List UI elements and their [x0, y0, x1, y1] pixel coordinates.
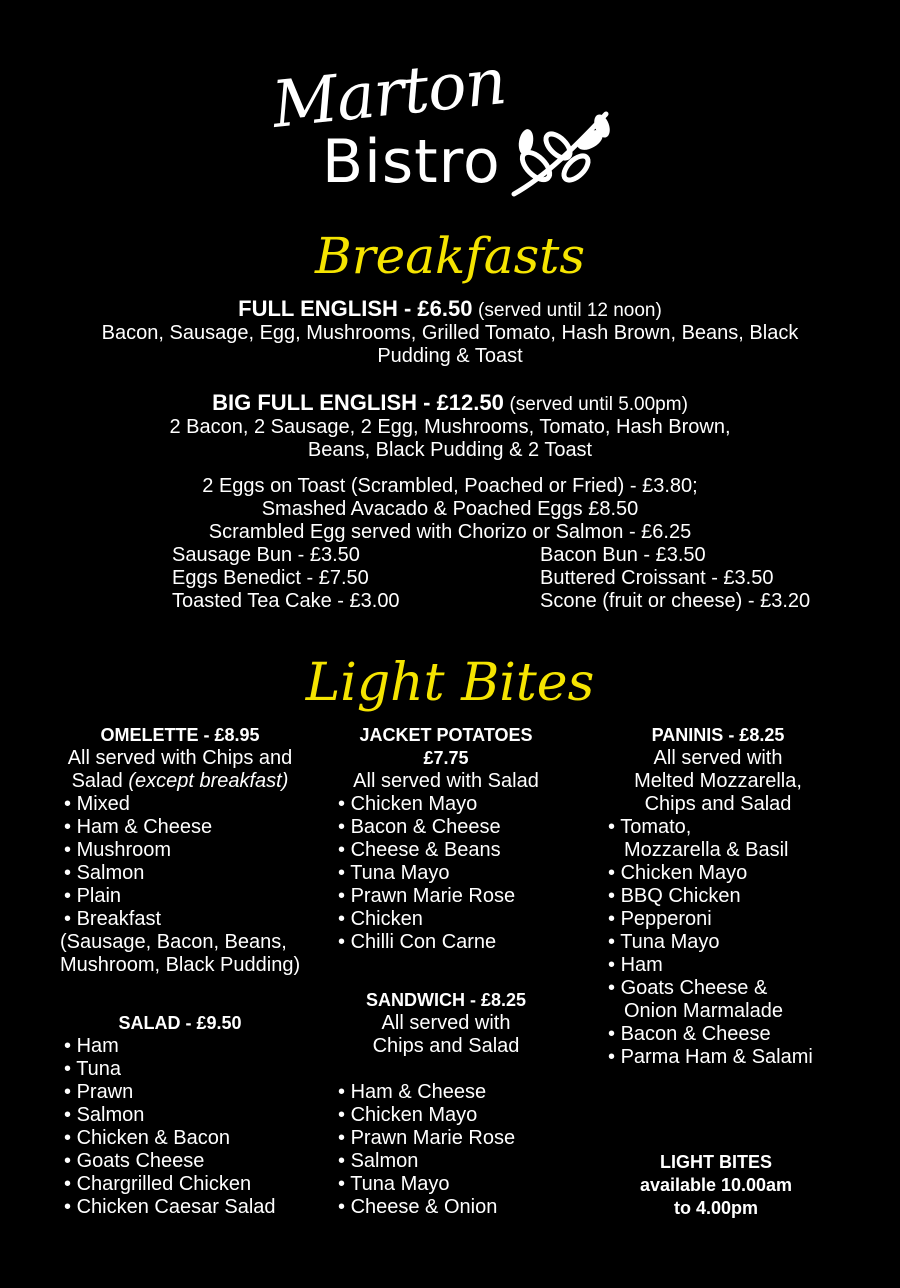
list-item: • Prawn Marie Rose: [338, 885, 556, 908]
list-item: • Chicken Caesar Salad: [64, 1196, 300, 1219]
big-full-english-name: BIG FULL ENGLISH - £12.50: [212, 390, 504, 415]
jacket-sub: All served with Salad: [353, 770, 539, 792]
list-item: • Bacon & Cheese: [338, 816, 556, 839]
leaf-sprig-icon: [506, 106, 618, 202]
list-item: • Chicken Mayo: [608, 862, 828, 885]
breakfast-item: Scone (fruit or cheese) - £3.20: [540, 590, 811, 612]
list-item: • Ham & Cheese: [338, 1081, 556, 1104]
extra-item: Smashed Avacado & Poached Eggs £8.50: [261, 498, 639, 520]
big-full-english-desc-2: Beans, Black Pudding & 2 Toast: [307, 439, 593, 461]
breakfast-item: Buttered Croissant - £3.50: [540, 567, 774, 589]
big-full-english-block: [40, 391, 860, 462]
full-english-desc-1: Bacon, Sausage, Egg, Mushrooms, Grilled Tomato, Hash Brown, Beans, Black: [101, 322, 799, 344]
omelette-sub-2: [60, 770, 300, 793]
list-item: • Plain: [64, 885, 300, 908]
list-item: • Breakfast: [64, 908, 300, 931]
light-bites-title: Light Bites: [305, 653, 595, 713]
logo: [268, 44, 630, 200]
omelette-sub-2-italic: (except breakfast): [128, 770, 289, 792]
breakfast-extras: [40, 475, 860, 544]
list-item-continuation: Mozzarella & Basil: [624, 839, 789, 861]
list-item-continuation: Onion Marmalade: [624, 1000, 783, 1022]
list-item: • Tuna: [64, 1058, 300, 1081]
breakfast-item: Eggs Benedict - £7.50: [172, 567, 369, 589]
big-full-english-desc-1: 2 Bacon, 2 Sausage, 2 Egg, Mushrooms, Tomato, Hash Brown,: [169, 416, 731, 438]
jacket-heading-2: £7.75: [423, 748, 469, 768]
list-item: • Prawn Marie Rose: [338, 1127, 556, 1150]
list-item: • Chargrilled Chicken: [64, 1173, 300, 1196]
breakfast-right-items: [540, 544, 810, 613]
list-item: • Ham: [64, 1035, 300, 1058]
list-item: • Tuna Mayo: [338, 1173, 556, 1196]
paninis-sub-1: All served with: [653, 747, 783, 769]
big-full-english-note: (served until 5.00pm): [509, 394, 688, 415]
list-item: • Chicken & Bacon: [64, 1127, 300, 1150]
list-item: • Goats Cheese &: [608, 977, 828, 1000]
light-bites-availability: [616, 1151, 816, 1220]
list-item: • Parma Ham & Salami: [608, 1046, 828, 1069]
paninis-list-b: [608, 862, 828, 1000]
list-item: • Chilli Con Carne: [338, 931, 556, 954]
paninis-section: [608, 724, 828, 1069]
full-english-block: [40, 297, 860, 368]
jacket-heading-1: JACKET POTATOES: [359, 725, 533, 745]
sandwich-sub-2: Chips and Salad: [372, 1035, 520, 1057]
full-english-note: (served until 12 noon): [478, 300, 662, 321]
jacket-list: [338, 793, 556, 954]
list-item: • BBQ Chicken: [608, 885, 828, 908]
list-item: • Mushroom: [64, 839, 300, 862]
jacket-potatoes-section: [336, 724, 556, 954]
breakfast-item: Sausage Bun - £3.50: [172, 544, 360, 566]
breakfasts-title: Breakfasts: [314, 227, 586, 285]
paninis-list-c: [608, 1023, 828, 1069]
list-item: • Chicken Mayo: [338, 1104, 556, 1127]
full-english-name: FULL ENGLISH - £6.50: [238, 296, 473, 321]
sandwich-sub-1: All served with: [381, 1012, 511, 1034]
full-english-desc-2: Pudding & Toast: [377, 345, 523, 367]
list-item: • Tuna Mayo: [338, 862, 556, 885]
list-item: • Salmon: [338, 1150, 556, 1173]
list-item: • Ham: [608, 954, 828, 977]
sandwich-section: [336, 989, 556, 1219]
extra-item: Scrambled Egg served with Chorizo or Salmon - £6.25: [208, 521, 692, 543]
omelette-sub-2-plain: Salad: [71, 770, 129, 792]
extra-item: 2 Eggs on Toast (Scrambled, Poached or Fried) - £3.80;: [202, 475, 698, 497]
salad-section: [60, 1012, 300, 1219]
list-item: • Salmon: [64, 1104, 300, 1127]
breakfast-item: Toasted Tea Cake - £3.00: [172, 590, 400, 612]
availability-line-2: available 10.00am: [639, 1175, 793, 1195]
omelette-sub-1: All served with Chips and: [67, 747, 293, 769]
list-item: • Chicken: [338, 908, 556, 931]
omelette-section: [60, 724, 300, 977]
availability-line-1: LIGHT BITES: [660, 1152, 772, 1172]
logo-script-text: Marton: [268, 44, 509, 143]
list-item: • Tuna Mayo: [608, 931, 828, 954]
availability-line-3: to 4.00pm: [673, 1198, 759, 1218]
list-item: • Chicken Mayo: [338, 793, 556, 816]
list-item: • Mixed: [64, 793, 300, 816]
salad-heading: SALAD - £9.50: [118, 1013, 242, 1033]
list-item: • Salmon: [64, 862, 300, 885]
list-item: • Bacon & Cheese: [608, 1023, 828, 1046]
paninis-list-a: [608, 816, 828, 839]
list-item: • Prawn: [64, 1081, 300, 1104]
list-item: • Cheese & Beans: [338, 839, 556, 862]
omelette-list: [64, 793, 300, 931]
logo-bistro-text: Bistro: [322, 127, 501, 197]
list-item: • Pepperoni: [608, 908, 828, 931]
list-item: • Cheese & Onion: [338, 1196, 556, 1219]
omelette-breakfast-detail-2: Mushroom, Black Pudding): [60, 954, 301, 976]
paninis-sub-3: Chips and Salad: [644, 793, 792, 815]
list-item: • Ham & Cheese: [64, 816, 300, 839]
paninis-heading: PANINIS - £8.25: [651, 725, 785, 745]
sandwich-list: [338, 1081, 556, 1219]
salad-list: [64, 1035, 300, 1219]
paninis-sub-2: Melted Mozzarella,: [634, 770, 802, 792]
list-item: • Tomato,: [608, 816, 828, 839]
list-item: • Goats Cheese: [64, 1150, 300, 1173]
breakfast-item: Bacon Bun - £3.50: [540, 544, 706, 566]
sandwich-heading: SANDWICH - £8.25: [365, 990, 527, 1010]
omelette-breakfast-detail-1: (Sausage, Bacon, Beans,: [60, 931, 287, 953]
omelette-heading: OMELETTE - £8.95: [100, 725, 260, 745]
breakfast-left-items: [172, 544, 400, 613]
